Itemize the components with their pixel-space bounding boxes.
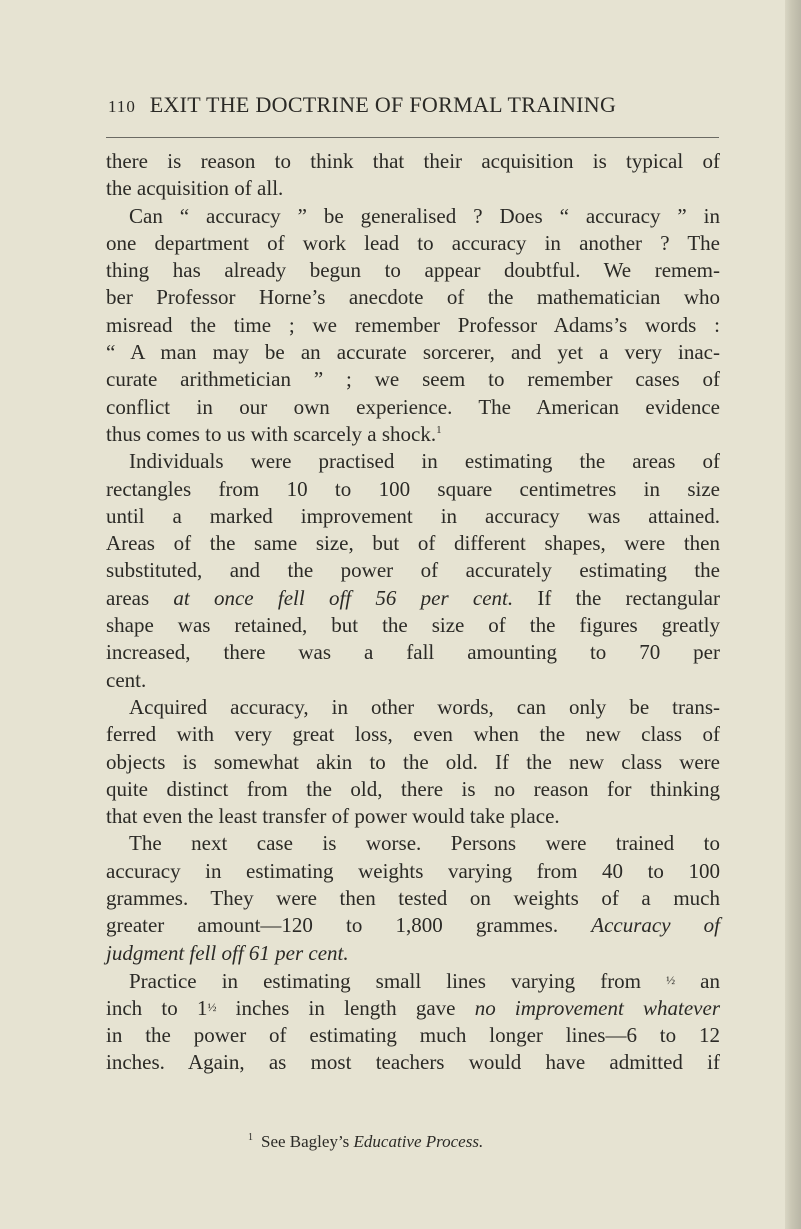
text-line	[106, 175, 720, 202]
text-segment: ½	[207, 1000, 217, 1015]
text-line	[106, 339, 720, 366]
header-rule	[106, 137, 719, 138]
text-segment: misread the time ; we remember Professor Adams’s words :	[106, 312, 720, 337]
text-segment: thing has already begun to appear doubtful. We remem-	[106, 258, 720, 283]
text-line	[106, 557, 720, 584]
text-line	[106, 1049, 720, 1076]
text-line	[106, 203, 720, 230]
text-segment: cent.	[106, 667, 147, 692]
text-line	[106, 257, 720, 284]
text-segment: accuracy in estimating weights varying from 40 to 100	[106, 858, 720, 883]
text-segment: If the rectangular	[513, 585, 720, 610]
text-line	[106, 366, 720, 393]
text-segment: there is reason to think that their acquisition is typical of	[106, 149, 720, 173]
text-line	[106, 994, 720, 1021]
text-segment: inches in length gave	[216, 996, 475, 1021]
text-segment: thus comes to us with scarcely a shock.	[106, 421, 437, 446]
text-line	[106, 503, 720, 530]
text-segment: Practice in estimating small lines varying from	[129, 968, 667, 993]
text-line	[106, 721, 720, 748]
text-segment: “ A man may be an accurate sorcerer, and yet a very inac-	[106, 340, 720, 365]
chapter-title: EXIT THE DOCTRINE OF FORMAL TRAINING	[149, 92, 617, 117]
footnote-reference: 1	[436, 423, 442, 436]
text-segment: that even the least transfer of power would take place.	[106, 804, 560, 829]
footnote-marker: 1	[248, 1132, 253, 1144]
text-line	[106, 530, 720, 557]
text-segment: Can “ accuracy ” be generalised ? Does “ accuracy ” in	[129, 203, 720, 228]
text-line	[106, 667, 720, 694]
text-segment: substituted, and the power of accurately estimating the	[106, 558, 720, 583]
footnote-text: See Bagley’s	[261, 1132, 354, 1151]
text-segment: objects is somewhat akin to the old. If the new class were	[106, 749, 720, 774]
text-segment: rectangles from 10 to 100 square centimetres in size	[106, 476, 720, 501]
text-segment: inches. Again, as most teachers would have admitted if	[106, 1049, 720, 1074]
text-line	[106, 639, 720, 666]
text-segment: Areas of the same size, but of different shapes, were then	[106, 531, 720, 556]
text-line	[106, 394, 720, 421]
text-line	[106, 803, 720, 830]
text-line	[106, 885, 720, 912]
running-header	[108, 92, 720, 118]
text-segment: areas	[106, 585, 174, 610]
text-line	[106, 284, 720, 311]
text-line	[106, 1022, 720, 1049]
text-segment: an	[675, 968, 720, 993]
footnote	[248, 1132, 483, 1152]
page-edge-shadow	[785, 0, 801, 1229]
text-line	[106, 421, 720, 448]
text-segment: ferred with very great loss, even when the new class of	[106, 722, 720, 747]
text-line	[106, 612, 720, 639]
text-line	[106, 858, 720, 885]
italic-text: at once fell off 56 per cent.	[173, 585, 514, 610]
text-segment: conflict in our own experience. The American evidence	[106, 394, 720, 419]
text-segment: until a marked improvement in accuracy was attained.	[106, 503, 720, 528]
text-line	[106, 148, 720, 175]
text-line	[106, 967, 720, 994]
text-segment: the acquisition of all.	[106, 176, 284, 201]
body-text	[106, 148, 720, 1076]
text-segment: Individuals were practised in estimating the areas of	[129, 449, 720, 474]
footnote-book-title: Educative Process.	[353, 1132, 484, 1151]
text-segment: curate arithmetician ” ; we seem to remember cases of	[106, 367, 720, 392]
text-line	[106, 694, 720, 721]
text-segment: in the power of estimating much longer lines—6 to 12	[106, 1022, 720, 1047]
text-segment: increased, there was a fall amounting to 70 per	[106, 640, 720, 665]
text-segment: ber Professor Horne’s anecdote of the mathematician who	[106, 285, 720, 310]
text-segment: grammes. They were then tested on weights of a much	[106, 886, 720, 911]
text-segment: The next case is worse. Persons were trained to	[129, 831, 720, 856]
italic-text: no improvement whatever	[474, 996, 720, 1021]
italic-text: Accuracy of	[591, 913, 720, 938]
text-segment: one department of work lead to accuracy in another ? The	[106, 230, 720, 255]
text-line	[106, 585, 720, 612]
text-segment: inch to 1	[106, 996, 208, 1021]
text-segment: greater amount—120 to 1,800 grammes.	[106, 913, 592, 938]
text-line	[106, 448, 720, 475]
text-segment: quite distinct from the old, there is no reason for thinking	[106, 776, 720, 801]
text-segment: shape was retained, but the size of the figures greatly	[106, 613, 720, 638]
text-segment: ½	[666, 972, 676, 987]
page-number: 110	[108, 97, 136, 116]
text-line	[106, 230, 720, 257]
text-segment: Acquired accuracy, in other words, can only be trans-	[129, 694, 720, 719]
text-line	[106, 940, 720, 967]
text-line	[106, 476, 720, 503]
text-line	[106, 830, 720, 857]
text-line	[106, 776, 720, 803]
text-line	[106, 312, 720, 339]
text-line	[106, 912, 720, 939]
text-line	[106, 749, 720, 776]
italic-text: judgment fell off 61 per cent.	[106, 940, 349, 965]
